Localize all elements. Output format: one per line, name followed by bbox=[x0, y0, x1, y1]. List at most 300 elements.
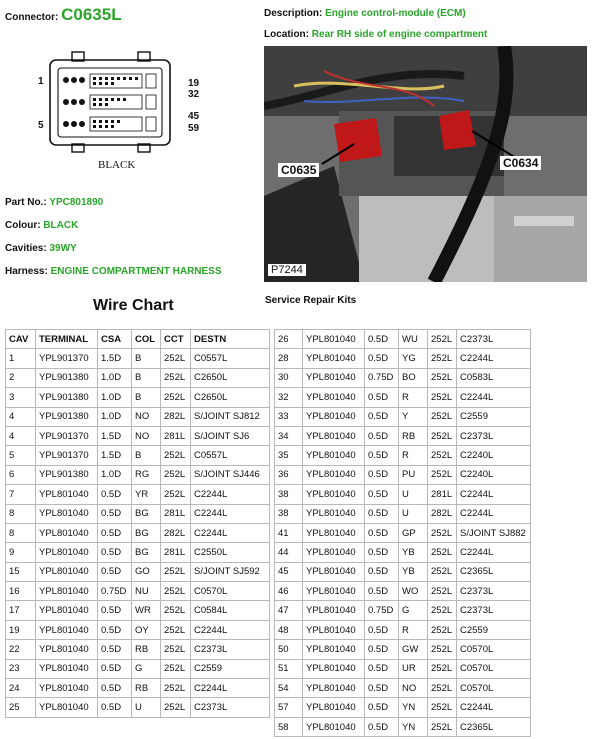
pin-label-5: 5 bbox=[38, 120, 44, 131]
cell-cav: 41 bbox=[275, 523, 303, 542]
cell-terminal: YPL801040 bbox=[36, 640, 98, 659]
cell-terminal: YPL901380 bbox=[36, 407, 98, 426]
cell-col: B bbox=[132, 446, 161, 465]
cell-cct: 281L bbox=[428, 485, 457, 504]
cell-cct: 252L bbox=[161, 562, 191, 581]
cell-cav: 30 bbox=[275, 368, 303, 387]
cell-col: YN bbox=[399, 717, 428, 736]
table-row bbox=[275, 407, 531, 426]
cell-cav: 28 bbox=[275, 349, 303, 368]
cell-terminal: YPL801040 bbox=[303, 620, 365, 639]
table-row bbox=[275, 523, 531, 542]
cell-cav: 26 bbox=[275, 330, 303, 349]
cell-terminal: YPL801040 bbox=[36, 679, 98, 698]
cell-cct: 252L bbox=[161, 349, 191, 368]
cell-cct: 252L bbox=[428, 601, 457, 620]
cell-destn: C2550L bbox=[191, 543, 270, 562]
cell-terminal: YPL801040 bbox=[36, 659, 98, 678]
cell-terminal: YPL801040 bbox=[303, 543, 365, 562]
harness-line bbox=[5, 266, 222, 277]
cell-col: R bbox=[399, 620, 428, 639]
cell-col: U bbox=[399, 504, 428, 523]
cell-cav: 6 bbox=[6, 465, 36, 484]
cell-terminal: YPL801040 bbox=[36, 698, 98, 717]
cell-col: OY bbox=[132, 620, 161, 639]
cell-terminal: YPL801040 bbox=[303, 330, 365, 349]
cell-csa: 0.5D bbox=[98, 562, 132, 581]
cell-cav: 5 bbox=[6, 446, 36, 465]
cell-destn: C2373L bbox=[191, 640, 270, 659]
cell-col: U bbox=[132, 698, 161, 717]
cell-cct: 252L bbox=[161, 679, 191, 698]
wire-chart-body-right bbox=[275, 330, 531, 737]
cell-destn: C2373L bbox=[191, 698, 270, 717]
cell-cct: 252L bbox=[161, 640, 191, 659]
cell-destn: C2244L bbox=[457, 543, 531, 562]
table-row bbox=[6, 601, 270, 620]
location-label: Location: bbox=[264, 29, 309, 40]
cell-destn: C2559 bbox=[191, 659, 270, 678]
cell-terminal: YPL901370 bbox=[36, 349, 98, 368]
cell-cct: 252L bbox=[428, 465, 457, 484]
cell-terminal: YPL801040 bbox=[36, 582, 98, 601]
cell-col: R bbox=[399, 446, 428, 465]
cell-csa: 0.5D bbox=[365, 717, 399, 736]
cell-destn: C0570L bbox=[191, 582, 270, 601]
cell-csa: 0.5D bbox=[98, 523, 132, 542]
cell-cct: 252L bbox=[428, 679, 457, 698]
cell-cav: 32 bbox=[275, 388, 303, 407]
cell-destn: C2365L bbox=[457, 562, 531, 581]
cell-col: G bbox=[132, 659, 161, 678]
cell-csa: 0.5D bbox=[365, 543, 399, 562]
wire-chart-title: Wire Chart bbox=[93, 297, 174, 314]
cell-destn: C2244L bbox=[457, 504, 531, 523]
engine-bay-photo bbox=[264, 46, 587, 282]
cell-col: NO bbox=[132, 426, 161, 445]
cell-cct: 252L bbox=[428, 330, 457, 349]
column-header-terminal: TERMINAL bbox=[36, 330, 98, 349]
cell-cct: 281L bbox=[161, 543, 191, 562]
cell-destn: C2244L bbox=[457, 388, 531, 407]
table-row bbox=[275, 504, 531, 523]
service-repair-kits-title: Service Repair Kits bbox=[265, 295, 357, 306]
cell-col: GO bbox=[132, 562, 161, 581]
cell-terminal: YPL801040 bbox=[303, 679, 365, 698]
cell-terminal: YPL901370 bbox=[36, 426, 98, 445]
cell-csa: 0.5D bbox=[98, 640, 132, 659]
cell-cct: 252L bbox=[161, 368, 191, 387]
cell-col: BG bbox=[132, 523, 161, 542]
cell-cav: 22 bbox=[6, 640, 36, 659]
cell-cav: 35 bbox=[275, 446, 303, 465]
cell-csa: 0.5D bbox=[98, 543, 132, 562]
table-row bbox=[6, 640, 270, 659]
cell-csa: 0.5D bbox=[98, 659, 132, 678]
cell-terminal: YPL901370 bbox=[36, 446, 98, 465]
cell-terminal: YPL801040 bbox=[36, 504, 98, 523]
cell-terminal: YPL801040 bbox=[36, 562, 98, 581]
harness-value: ENGINE COMPARTMENT HARNESS bbox=[50, 266, 222, 277]
cell-cav: 16 bbox=[6, 582, 36, 601]
wire-chart-table-right bbox=[274, 329, 531, 737]
cell-col: RB bbox=[132, 640, 161, 659]
cell-cav: 50 bbox=[275, 640, 303, 659]
cell-csa: 1.5D bbox=[98, 426, 132, 445]
colour-label: Colour: bbox=[5, 220, 41, 231]
cell-cct: 252L bbox=[428, 446, 457, 465]
connector-heading bbox=[5, 5, 122, 25]
cell-cct: 252L bbox=[428, 659, 457, 678]
cell-cct: 252L bbox=[161, 659, 191, 678]
pin-label-32: 32 bbox=[188, 89, 200, 100]
cell-csa: 1.0D bbox=[98, 465, 132, 484]
cell-col: B bbox=[132, 368, 161, 387]
cell-cct: 252L bbox=[161, 446, 191, 465]
cell-csa: 0.5D bbox=[365, 504, 399, 523]
table-row bbox=[275, 426, 531, 445]
cell-cav: 25 bbox=[6, 698, 36, 717]
cell-destn: C2650L bbox=[191, 388, 270, 407]
cell-terminal: YPL801040 bbox=[303, 426, 365, 445]
cell-destn: S/JOINT SJ6 bbox=[191, 426, 270, 445]
cell-cct: 252L bbox=[428, 640, 457, 659]
cell-cct: 282L bbox=[428, 504, 457, 523]
cell-col: U bbox=[399, 485, 428, 504]
table-row bbox=[275, 620, 531, 639]
cell-col: Y bbox=[399, 407, 428, 426]
cell-csa: 1.0D bbox=[98, 368, 132, 387]
cell-csa: 0.5D bbox=[98, 698, 132, 717]
cell-csa: 0.75D bbox=[365, 601, 399, 620]
cell-csa: 1.5D bbox=[98, 446, 132, 465]
cell-cct: 252L bbox=[428, 349, 457, 368]
cell-col: YN bbox=[399, 698, 428, 717]
cell-destn: C2244L bbox=[457, 485, 531, 504]
cell-destn: C2365L bbox=[457, 717, 531, 736]
table-row bbox=[275, 446, 531, 465]
cell-col: BG bbox=[132, 543, 161, 562]
cell-cct: 252L bbox=[161, 620, 191, 639]
cell-terminal: YPL801040 bbox=[303, 407, 365, 426]
cell-terminal: YPL801040 bbox=[36, 523, 98, 542]
cell-csa: 0.5D bbox=[98, 485, 132, 504]
cell-col: NO bbox=[399, 679, 428, 698]
cell-terminal: YPL801040 bbox=[303, 717, 365, 736]
cell-col: PU bbox=[399, 465, 428, 484]
cell-cav: 57 bbox=[275, 698, 303, 717]
table-row bbox=[6, 543, 270, 562]
table-row bbox=[275, 582, 531, 601]
cell-destn: C2244L bbox=[191, 485, 270, 504]
column-header-csa: CSA bbox=[98, 330, 132, 349]
cell-cav: 9 bbox=[6, 543, 36, 562]
cell-csa: 1.0D bbox=[98, 407, 132, 426]
cavities-label: Cavities: bbox=[5, 243, 47, 254]
cell-destn: C2373L bbox=[457, 330, 531, 349]
cell-cct: 281L bbox=[161, 426, 191, 445]
cell-destn: S/JOINT SJ446 bbox=[191, 465, 270, 484]
cell-col: BG bbox=[132, 504, 161, 523]
cell-destn: C2373L bbox=[457, 582, 531, 601]
cell-csa: 0.5D bbox=[98, 620, 132, 639]
cell-destn: C2244L bbox=[191, 504, 270, 523]
part-no-line bbox=[5, 197, 103, 208]
cell-cav: 33 bbox=[275, 407, 303, 426]
table-row bbox=[275, 543, 531, 562]
cell-terminal: YPL801040 bbox=[303, 485, 365, 504]
cell-cav: 51 bbox=[275, 659, 303, 678]
cell-col: B bbox=[132, 388, 161, 407]
cell-destn: C0584L bbox=[191, 601, 270, 620]
cell-terminal: YPL801040 bbox=[36, 485, 98, 504]
colour-line bbox=[5, 220, 78, 231]
cell-cct: 252L bbox=[428, 698, 457, 717]
cell-cav: 17 bbox=[6, 601, 36, 620]
cell-cct: 252L bbox=[161, 698, 191, 717]
cell-cct: 252L bbox=[428, 620, 457, 639]
cell-cct: 252L bbox=[428, 368, 457, 387]
cell-col: GP bbox=[399, 523, 428, 542]
table-row bbox=[275, 330, 531, 349]
location-line bbox=[264, 29, 487, 40]
table-row bbox=[6, 698, 270, 717]
cell-destn: C0570L bbox=[457, 679, 531, 698]
cell-csa: 0.5D bbox=[365, 446, 399, 465]
cell-destn: C2559 bbox=[457, 407, 531, 426]
cell-csa: 0.75D bbox=[98, 582, 132, 601]
cell-cav: 8 bbox=[6, 504, 36, 523]
cell-cct: 252L bbox=[428, 543, 457, 562]
cell-destn: C0570L bbox=[457, 640, 531, 659]
cell-col: NO bbox=[132, 407, 161, 426]
table-row bbox=[6, 582, 270, 601]
wire-chart-table-left bbox=[5, 329, 270, 718]
table-row bbox=[6, 368, 270, 387]
table-row bbox=[275, 698, 531, 717]
cell-cct: 252L bbox=[161, 465, 191, 484]
cell-col: BO bbox=[399, 368, 428, 387]
cell-destn: C2240L bbox=[457, 465, 531, 484]
cell-cct: 252L bbox=[428, 562, 457, 581]
cell-cav: 4 bbox=[6, 407, 36, 426]
cell-col: B bbox=[132, 349, 161, 368]
cell-destn: C2244L bbox=[191, 679, 270, 698]
cell-destn: C2373L bbox=[457, 601, 531, 620]
cell-cav: 24 bbox=[6, 679, 36, 698]
table-row bbox=[275, 388, 531, 407]
cell-col: WU bbox=[399, 330, 428, 349]
table-row bbox=[275, 679, 531, 698]
harness-label: Harness: bbox=[5, 266, 48, 277]
table-row bbox=[6, 485, 270, 504]
cell-csa: 0.5D bbox=[365, 485, 399, 504]
cell-col: UR bbox=[399, 659, 428, 678]
cell-terminal: YPL801040 bbox=[303, 640, 365, 659]
cell-csa: 0.5D bbox=[98, 601, 132, 620]
cell-cav: 38 bbox=[275, 485, 303, 504]
cavities-line bbox=[5, 243, 77, 254]
wire-chart-body-left bbox=[6, 349, 270, 717]
cell-cav: 4 bbox=[6, 426, 36, 445]
cell-cct: 281L bbox=[161, 504, 191, 523]
cell-col: NU bbox=[132, 582, 161, 601]
connector-face-diagram bbox=[30, 46, 220, 181]
cell-csa: 0.5D bbox=[365, 562, 399, 581]
cell-csa: 1.0D bbox=[98, 388, 132, 407]
cell-terminal: YPL801040 bbox=[303, 698, 365, 717]
cell-cav: 1 bbox=[6, 349, 36, 368]
cell-csa: 1.5D bbox=[98, 349, 132, 368]
cell-col: YG bbox=[399, 349, 428, 368]
cell-terminal: YPL901380 bbox=[36, 388, 98, 407]
cell-destn: C2650L bbox=[191, 368, 270, 387]
cell-col: WR bbox=[132, 601, 161, 620]
cell-terminal: YPL801040 bbox=[36, 543, 98, 562]
description-label: Description: bbox=[264, 8, 323, 19]
cell-cav: 23 bbox=[6, 659, 36, 678]
table-row bbox=[275, 562, 531, 581]
cell-cav: 8 bbox=[6, 523, 36, 542]
cell-cct: 252L bbox=[428, 426, 457, 445]
cell-cav: 46 bbox=[275, 582, 303, 601]
cell-col: RB bbox=[399, 426, 428, 445]
cell-cct: 282L bbox=[161, 523, 191, 542]
cell-terminal: YPL801040 bbox=[36, 620, 98, 639]
cell-cct: 252L bbox=[428, 523, 457, 542]
cell-csa: 0.5D bbox=[365, 659, 399, 678]
cell-cct: 282L bbox=[161, 407, 191, 426]
table-row bbox=[275, 717, 531, 736]
cell-csa: 0.75D bbox=[365, 368, 399, 387]
cell-terminal: YPL801040 bbox=[303, 601, 365, 620]
cell-cct: 252L bbox=[428, 582, 457, 601]
location-value: Rear RH side of engine compartment bbox=[311, 29, 488, 40]
table-row bbox=[6, 620, 270, 639]
cell-csa: 0.5D bbox=[365, 426, 399, 445]
cell-destn: C2244L bbox=[457, 349, 531, 368]
cell-terminal: YPL801040 bbox=[303, 349, 365, 368]
table-row bbox=[6, 659, 270, 678]
table-row bbox=[6, 465, 270, 484]
colour-value: BLACK bbox=[43, 220, 79, 231]
table-row bbox=[275, 640, 531, 659]
table-row bbox=[275, 349, 531, 368]
cell-csa: 0.5D bbox=[365, 698, 399, 717]
cell-terminal: YPL801040 bbox=[303, 582, 365, 601]
cell-csa: 0.5D bbox=[365, 388, 399, 407]
photo-id: P7244 bbox=[268, 264, 306, 276]
cell-csa: 0.5D bbox=[365, 407, 399, 426]
pin-label-1: 1 bbox=[38, 76, 44, 87]
cell-col: RB bbox=[132, 679, 161, 698]
cell-csa: 0.5D bbox=[365, 330, 399, 349]
cell-csa: 0.5D bbox=[365, 349, 399, 368]
cell-destn: C2559 bbox=[457, 620, 531, 639]
cell-destn: C2244L bbox=[191, 620, 270, 639]
cell-terminal: YPL801040 bbox=[36, 601, 98, 620]
cell-cav: 47 bbox=[275, 601, 303, 620]
table-row bbox=[275, 368, 531, 387]
cell-cav: 48 bbox=[275, 620, 303, 639]
cell-destn: S/JOINT SJ812 bbox=[191, 407, 270, 426]
cell-csa: 0.5D bbox=[365, 523, 399, 542]
cell-col: YB bbox=[399, 543, 428, 562]
cell-destn: C2244L bbox=[191, 523, 270, 542]
cell-col: GW bbox=[399, 640, 428, 659]
cell-csa: 0.5D bbox=[98, 504, 132, 523]
table-row bbox=[6, 426, 270, 445]
cell-destn: C0570L bbox=[457, 659, 531, 678]
cavities-value: 39WY bbox=[49, 243, 77, 254]
photo-callout-c0634: C0634 bbox=[500, 156, 541, 170]
cell-cav: 2 bbox=[6, 368, 36, 387]
cell-destn: C0557L bbox=[191, 446, 270, 465]
cell-cav: 3 bbox=[6, 388, 36, 407]
column-header-cav: CAV bbox=[6, 330, 36, 349]
cell-cct: 252L bbox=[161, 388, 191, 407]
table-row bbox=[6, 446, 270, 465]
table-row bbox=[6, 523, 270, 542]
table-row bbox=[275, 601, 531, 620]
column-header-col: COL bbox=[132, 330, 161, 349]
cell-terminal: YPL901380 bbox=[36, 368, 98, 387]
cell-csa: 0.5D bbox=[365, 640, 399, 659]
photo-callout-c0635: C0635 bbox=[278, 163, 319, 177]
cell-terminal: YPL801040 bbox=[303, 562, 365, 581]
table-row bbox=[6, 388, 270, 407]
column-header-destn: DESTN bbox=[191, 330, 270, 349]
cell-csa: 0.5D bbox=[365, 582, 399, 601]
cell-destn: S/JOINT SJ882 bbox=[457, 523, 531, 542]
cell-terminal: YPL801040 bbox=[303, 504, 365, 523]
cell-cav: 7 bbox=[6, 485, 36, 504]
description-value: Engine control-module (ECM) bbox=[325, 8, 466, 19]
cell-cct: 252L bbox=[161, 601, 191, 620]
cell-terminal: YPL801040 bbox=[303, 368, 365, 387]
cell-terminal: YPL801040 bbox=[303, 465, 365, 484]
cell-terminal: YPL801040 bbox=[303, 659, 365, 678]
cell-terminal: YPL801040 bbox=[303, 388, 365, 407]
cell-cav: 15 bbox=[6, 562, 36, 581]
description-line bbox=[264, 8, 466, 19]
connector-id: C0635L bbox=[61, 5, 122, 24]
cell-col: RG bbox=[132, 465, 161, 484]
cell-cav: 44 bbox=[275, 543, 303, 562]
cell-cct: 252L bbox=[428, 407, 457, 426]
cell-csa: 0.5D bbox=[365, 679, 399, 698]
cell-cav: 45 bbox=[275, 562, 303, 581]
connector-label: Connector: bbox=[5, 12, 59, 23]
table-row bbox=[6, 562, 270, 581]
cell-destn: C2244L bbox=[457, 698, 531, 717]
cell-destn: S/JOINT SJ592 bbox=[191, 562, 270, 581]
table-row bbox=[6, 349, 270, 368]
part-no-label: Part No.: bbox=[5, 197, 47, 208]
cell-cct: 252L bbox=[161, 485, 191, 504]
column-header-cct: CCT bbox=[161, 330, 191, 349]
cell-col: G bbox=[399, 601, 428, 620]
cell-cct: 252L bbox=[428, 717, 457, 736]
part-no-value: YPC801890 bbox=[49, 197, 104, 208]
cell-csa: 0.5D bbox=[365, 465, 399, 484]
cell-cav: 58 bbox=[275, 717, 303, 736]
cell-destn: C0557L bbox=[191, 349, 270, 368]
cell-col: WO bbox=[399, 582, 428, 601]
table-row bbox=[6, 679, 270, 698]
table-row bbox=[6, 407, 270, 426]
cell-destn: C2240L bbox=[457, 446, 531, 465]
